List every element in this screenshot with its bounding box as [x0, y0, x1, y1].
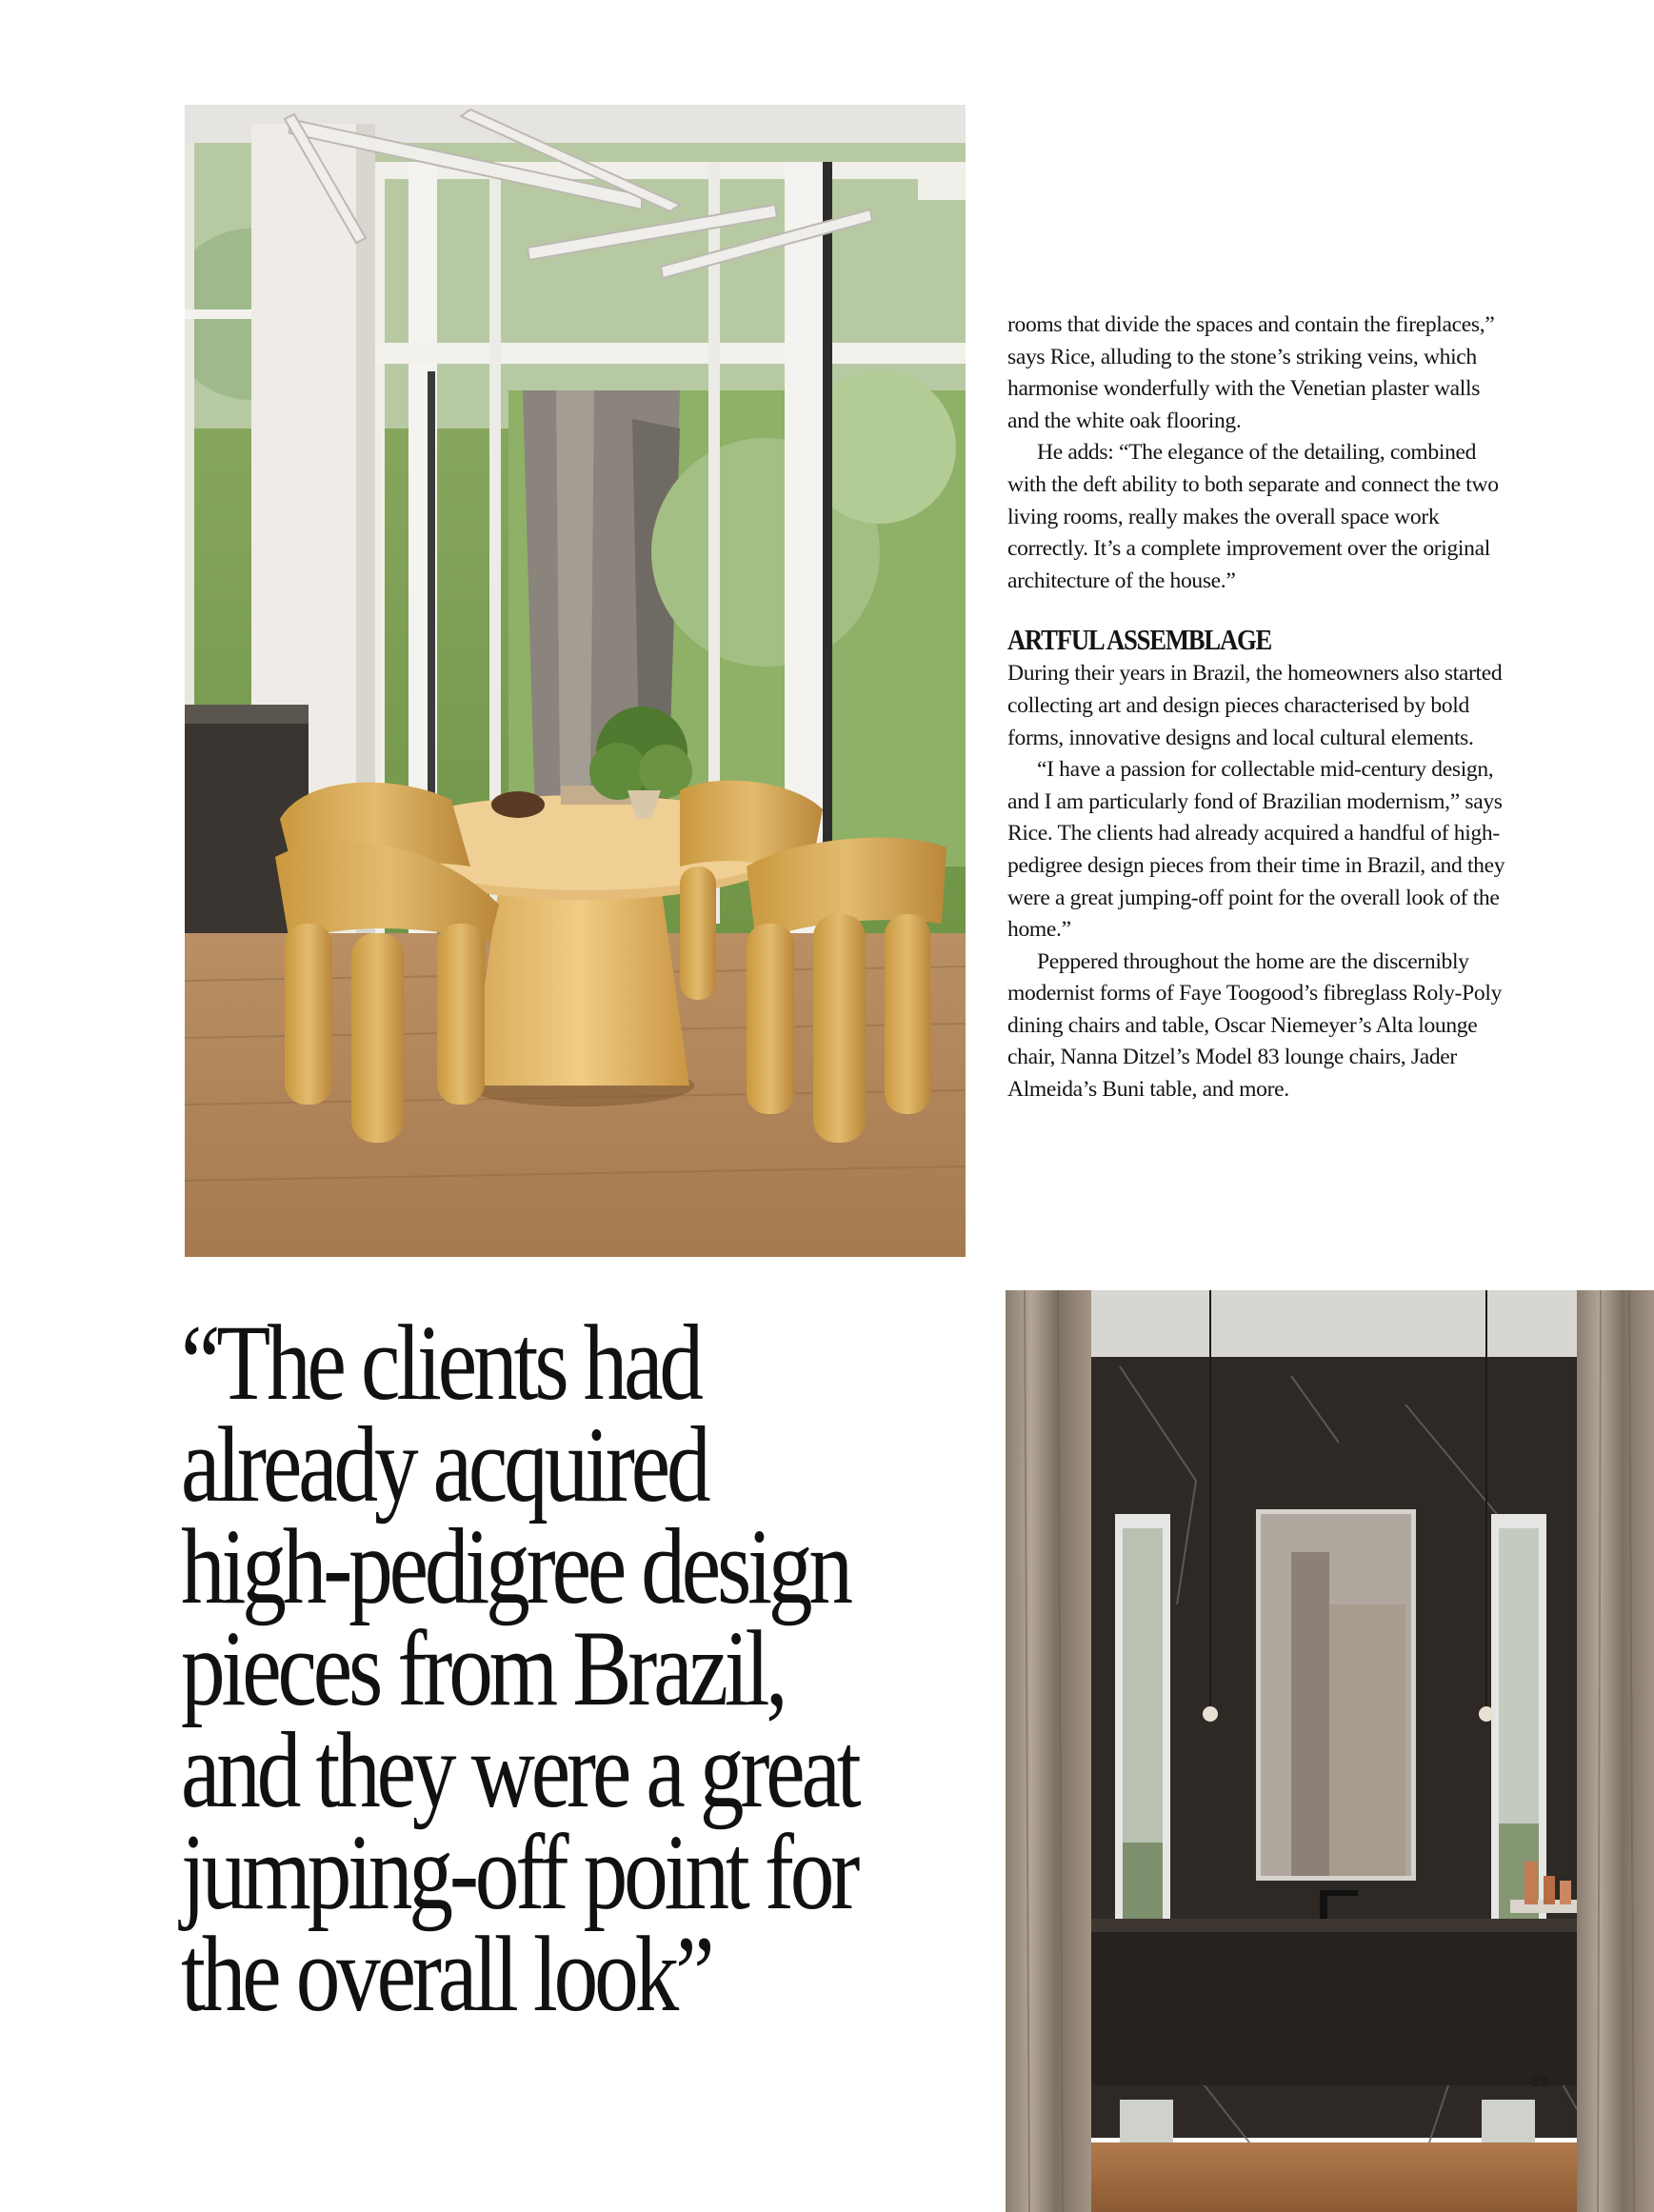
- pull-quote-line: pieces from Brazil,: [181, 1609, 785, 1728]
- powder-room-photo: [1006, 1290, 1654, 2212]
- body-paragraph: “I have a passion for collectable mid-century design, and I am particularly fond of Brazilian modernism,” says Rice. The clients had already acquired a handful of high-pedigree design pieces from their time in Brazil, and they were a great jumping-off point for the overall look of the home.”: [1007, 757, 1505, 943]
- pull-quote-line: already acquired: [181, 1405, 707, 1524]
- body-paragraph: During their years in Brazil, the homeowners also started collecting art and design pieces characterised by bold forms, innovative designs and local cultural elements.: [1007, 661, 1503, 750]
- body-paragraph: rooms that divide the spaces and contain the fireplaces,” says Rice, alluding to the stone’s striking veins, which harmonise wonderfully with the Venetian plaster walls and the white oak flooring.: [1007, 312, 1495, 433]
- section-heading: ARTFUL ASSEMBLAGE: [1007, 623, 1272, 657]
- pull-quote: [181, 1304, 858, 2034]
- pull-quote-line: high-pedigree design: [181, 1507, 849, 1626]
- pull-quote-line: “The clients had: [181, 1304, 700, 1423]
- body-paragraph: He adds: “The elegance of the detailing, combined with the deft ability to both separate and connect the two living rooms, really makes the overall space work correctly. It’s a complete improvement over the original architecture of the house.”: [1007, 440, 1499, 593]
- pull-quote-line: jumping-off point for: [181, 1813, 857, 1932]
- pull-quote-line: and they were a great: [181, 1711, 858, 1830]
- pull-quote-line: the overall look”: [181, 1915, 711, 2034]
- page-number: 83: [1531, 2074, 1548, 2090]
- body-paragraph: Peppered throughout the home are the discernibly modernist forms of Faye Toogood’s fibreglass Roly-Poly dining chairs and table, Oscar Niemeyer’s Alta lounge chair, Nanna Ditzel’s Model 83 lounge chairs, Jader Almeida’s Buni table, and more.: [1007, 948, 1503, 1103]
- article-body: [1007, 309, 1514, 1106]
- dining-room-photo: [185, 105, 966, 1257]
